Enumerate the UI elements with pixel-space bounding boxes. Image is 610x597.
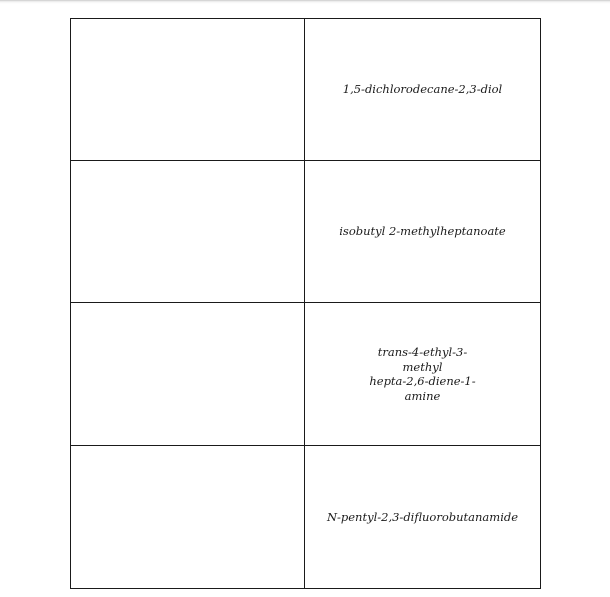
- table-row: [71, 446, 541, 589]
- compound-name-cell: [305, 161, 541, 303]
- table-row: [71, 303, 541, 446]
- structure-cell[interactable]: [71, 161, 305, 303]
- compound-name-cell: [305, 446, 541, 589]
- table-row: [71, 19, 541, 161]
- compound-name: isobutyl 2-methylheptanoate: [339, 224, 506, 239]
- compound-name: 1,5-dichlorodecane-2,3-diol: [342, 82, 503, 97]
- structure-cell[interactable]: [71, 446, 305, 589]
- compound-name: trans-4-ethyl-3- methyl hepta-2,6-diene-1- amine: [369, 345, 476, 403]
- compound-name-cell: [305, 19, 541, 161]
- table-row: [71, 161, 541, 303]
- structure-cell[interactable]: [71, 19, 305, 161]
- compound-name: N-pentyl-2,3-difluorobutanamide: [326, 509, 519, 524]
- compound-name-cell: [305, 303, 541, 446]
- viewer-top-edge: [0, 0, 610, 4]
- structure-cell[interactable]: [71, 303, 305, 446]
- compound-table: [70, 18, 541, 589]
